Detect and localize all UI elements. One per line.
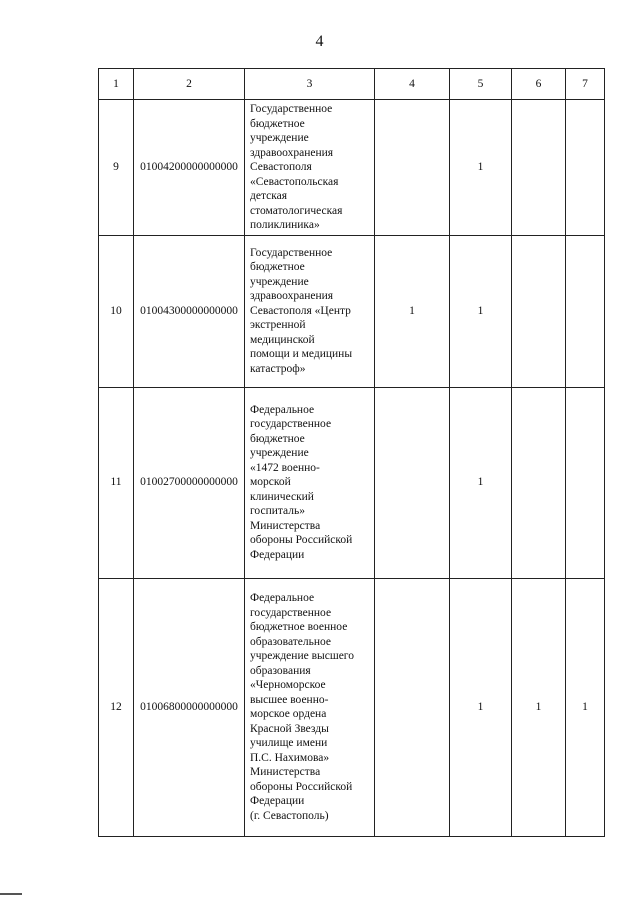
organization-name-cell: Государственное бюджетное учреждение здравоохранения Севастополя «Центр экстренной медицинской помощи и медицины катастроф» — [245, 235, 375, 387]
table-row — [99, 387, 605, 578]
col7-cell — [566, 235, 605, 387]
table-row — [99, 235, 605, 387]
data-table — [98, 68, 605, 837]
column-header: 7 — [566, 69, 605, 100]
page-number: 4 — [315, 33, 324, 50]
col4-cell — [375, 387, 450, 578]
column-header: 5 — [450, 69, 512, 100]
column-header: 1 — [99, 69, 134, 100]
column-header: 3 — [245, 69, 375, 100]
col4-cell — [375, 578, 450, 836]
organization-name-cell: Федеральное государственное бюджетное военное образовательное учреждение высшего образования «Черноморское высшее военно- морское ордена Красной Звезды училище имени П.С. Нахимова» Министерства обороны Российской Федерации (г. Севастополь) — [245, 578, 375, 836]
table-header-row — [99, 69, 605, 100]
code-cell: 01004200000000000 — [134, 100, 245, 236]
col7-cell — [566, 100, 605, 236]
col6-cell — [512, 235, 566, 387]
col5-cell: 1 — [450, 387, 512, 578]
col6-cell — [512, 100, 566, 236]
row-number-cell: 10 — [99, 235, 134, 387]
col7-cell: 1 — [566, 578, 605, 836]
col6-cell: 1 — [512, 578, 566, 836]
col5-cell: 1 — [450, 578, 512, 836]
col6-cell — [512, 387, 566, 578]
col4-cell — [375, 100, 450, 236]
column-header: 6 — [512, 69, 566, 100]
code-cell: 01002700000000000 — [134, 387, 245, 578]
column-header: 2 — [134, 69, 245, 100]
code-cell: 01006800000000000 — [134, 578, 245, 836]
column-header: 4 — [375, 69, 450, 100]
organization-name-cell: Государственное бюджетное учреждение здравоохранения Севастополя «Севастопольская детская стоматологическая поликлиника» — [245, 100, 375, 236]
col7-cell — [566, 387, 605, 578]
table-row — [99, 100, 605, 236]
row-number-cell: 9 — [99, 100, 134, 236]
organization-name-cell: Федеральное государственное бюджетное учреждение «1472 военно- морской клинический госпиталь» Министерства обороны Российской Федерации — [245, 387, 375, 578]
col5-cell: 1 — [450, 100, 512, 236]
col4-cell: 1 — [375, 235, 450, 387]
row-number-cell: 12 — [99, 578, 134, 836]
row-number-cell: 11 — [99, 387, 134, 578]
col5-cell: 1 — [450, 235, 512, 387]
table-row — [99, 578, 605, 836]
code-cell: 01004300000000000 — [134, 235, 245, 387]
scan-edge-mark — [0, 893, 22, 895]
